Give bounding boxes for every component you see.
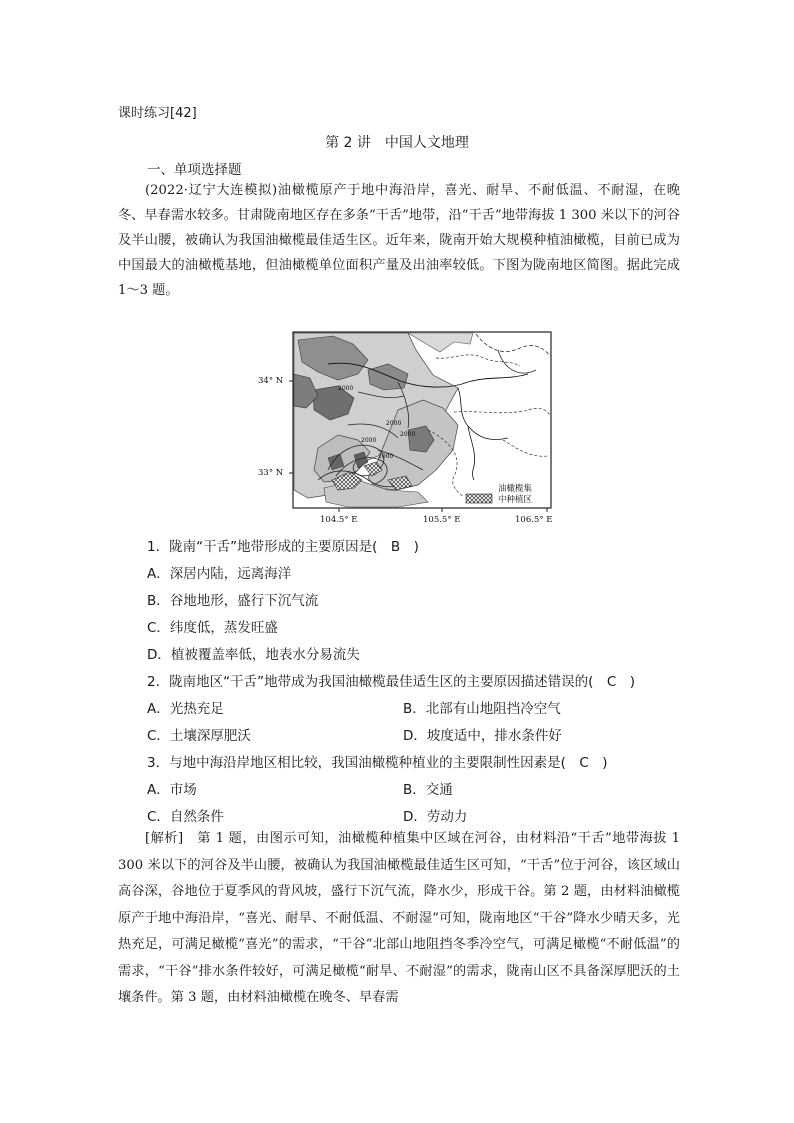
map-svg (258, 330, 568, 528)
section-title: 一、单项选择题 (147, 162, 242, 178)
question-2-option-b: B．北部有山地阻挡冷空气 (403, 701, 561, 717)
question-1-option-c: C．纬度低，蒸发旺盛 (147, 620, 278, 636)
question-1-option-a: A．深居内陆，远离海洋 (147, 566, 292, 582)
question-1-option-d: D．植被覆盖率低，地表水分易流失 (147, 647, 360, 663)
lon-label-106-5: 106.5° E (515, 515, 553, 525)
contour-label-5: 2000 (378, 453, 394, 460)
question-2-option-c: C．土壤深厚肥沃 (147, 728, 251, 744)
lat-label-34: 34° N (258, 376, 284, 386)
legend-label-line2: 中种植区 (498, 495, 533, 505)
question-1-stem: 1．陇南“干舌”地带形成的主要原因是( B ) (147, 539, 419, 555)
lecture-title: 第 2 讲 中国人文地理 (325, 135, 469, 151)
analysis-paragraph: [解析] 第 1 题，由图示可知，油橄榄种植集中区域在河谷，由材料沿“干舌”地带海拔 1 300 米以下的河谷及半山腰，被确认为我国油橄榄最佳适生区可知，“干舌”位于河谷，该区域山高谷深，谷地位于夏季风的背风坡，盛行下沉气流，降水少，形成干谷。第 2 题，由材料油橄榄原产于地中海沿岸，“喜光、耐旱、不耐低温、不耐湿”可知，陇南地区“干谷”降水少晴天多，光热充足，可满足橄榄“喜光”的需求，“干谷”北部山地阻挡冬季冷空气，可满足橄榄“不耐低温”的需求，“干谷”排水条件较好，可满足橄榄“耐旱、不耐湿”的需求，陇南山区不具备深厚肥沃的土壤条件。第 3 题，由材料油橄榄在晚冬、早春需 (118, 831, 680, 1005)
intro-paragraph: (2022·辽宁大连模拟)油橄榄原产于地中海沿岸，喜光、耐旱、不耐低温、不耐湿，在晚冬、早春需水较多。甘肃陇南地区存在多条“干舌”地带，沿“干舌”地带海拔 1 300 米以下的河谷及半山腰，被确认为我国油橄榄最佳适生区。近年来，陇南开始大规模种植油橄榄，目前已成为中国最大的油橄榄基地，但油橄榄单位面积产量及出油率较低。下图为陇南地区简图。据此完成 1～3 题。 (118, 183, 680, 298)
question-3-option-b: B．交通 (403, 782, 453, 798)
question-3-stem: 3．与地中海沿岸地区相比较，我国油橄榄种植业的主要限制性因素是( C ) (147, 755, 608, 771)
longnan-map-figure (258, 330, 568, 528)
contour-label-1: 2000 (338, 385, 354, 392)
question-2-option-a: A．光热充足 (147, 701, 224, 717)
legend-label-line1: 油橄榄集 (498, 484, 533, 494)
question-3-option-c: C．自然条件 (147, 809, 224, 825)
question-2-option-d: D．坡度适中，排水条件好 (403, 728, 562, 744)
lon-label-105-5: 105.5° E (423, 515, 461, 525)
lon-label-104-5: 104.5° E (320, 515, 358, 525)
question-3-option-d: D．劳动力 (403, 809, 468, 825)
lat-label-33: 33° N (258, 468, 284, 478)
exercise-tag: 课时练习[42] (118, 106, 197, 121)
contour-label-2: 2000 (386, 420, 402, 427)
question-1-option-b: B．谷地地形，盛行下沉气流 (147, 593, 319, 609)
question-2-stem: 2．陇南地区“干舌”地带成为我国油橄榄最佳适生区的主要原因描述错误的( C ) (147, 674, 636, 690)
contour-label-4: 2000 (361, 437, 377, 444)
legend-hatch-swatch (466, 494, 492, 503)
contour-label-3: 2000 (400, 431, 416, 438)
question-3-option-a: A．市场 (147, 782, 197, 798)
